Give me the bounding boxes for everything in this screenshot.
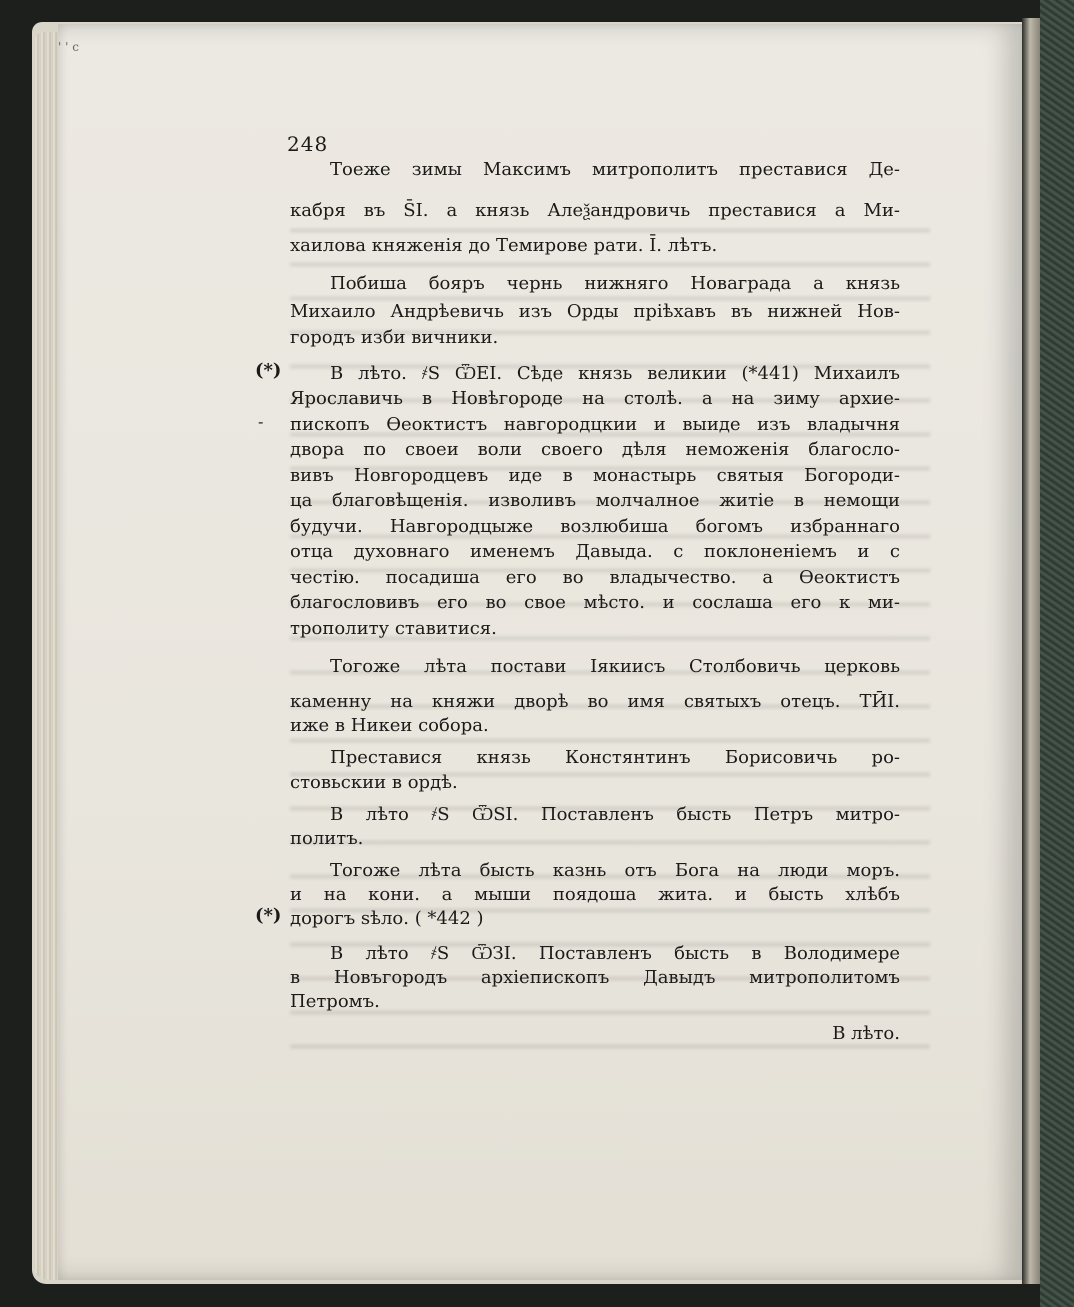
text-line: будучи. Навгородцыже возлюбиша богомъ избраннаго: [290, 516, 900, 537]
text-line: кабря въ S̄I. а князь Алеѯандровичь преставися а Ми-: [290, 200, 900, 221]
text-line: Тоеже зимы Максимъ митрополитъ преставися Де-: [330, 159, 900, 180]
text-line: политъ.: [290, 828, 364, 849]
text-line: Ярославичь в Новѣгороде на столѣ. а на зиму архие-: [290, 388, 900, 409]
footnote-marker: (*): [255, 905, 282, 926]
text-line: В лѣто ҂S ѾЗІ. Поставленъ бысть в Володимере: [330, 943, 900, 964]
text-line: дорогъ sѣло. ( *442 ): [290, 908, 484, 929]
text-line: городъ изби вичники.: [290, 327, 499, 348]
text-line: Тогоже лѣта постави Іякиисъ Столбовичь церковь: [330, 656, 900, 677]
text-line: хаилова княженія до Темирове рати. І̄. лѣтъ.: [290, 235, 718, 256]
text-line: В лѣто. ҂S ѾЕІ. Сѣде князь великии (*441) Михаилъ: [330, 363, 900, 384]
text-line: Петромъ.: [290, 991, 380, 1012]
corner-mark: ' ' c: [58, 40, 79, 54]
text-line: Преставися князь Констянтинъ Борисовичь ро-: [330, 747, 900, 768]
text-line: в Новъгородъ архіепископъ Давыдъ митрополитомъ: [290, 967, 900, 988]
text-line: Михаило Андрѣевичь изъ Орды пріѣхавъ въ нижней Нов-: [290, 301, 900, 322]
text-line: и на кони. а мыши поядоша жита. и бысть хлѣбъ: [290, 884, 900, 905]
text-line: стовьскии в ордѣ.: [290, 772, 458, 793]
text-line: трополиту ставитися.: [290, 618, 497, 639]
footnote-marker: (*): [255, 360, 282, 381]
text-line: Побиша бояръ чернь нижняго Новаграда а князь: [330, 273, 900, 294]
text-line: иже в Никеи собора.: [290, 715, 489, 736]
text-line: В лѣто ҂S ѾЅІ. Поставленъ бысть Петръ митро-: [330, 804, 900, 825]
page-number: 248: [287, 132, 329, 156]
text-line: честію. посадиша его во владычество. а Ѳеоктистъ: [290, 567, 900, 588]
margin-dash: -: [258, 412, 264, 431]
text-line: двора по своеи воли своего дѣля неможенія благосло-: [290, 439, 900, 460]
text-line: ца благовѣщенія. изволивъ молчалное житіе в немощи: [290, 490, 900, 511]
text-line: вивъ Новгородцевъ иде в монастырь святыя Богороди-: [290, 465, 900, 486]
text-line: благословивъ его во свое мѣсто. и сослаша его к ми-: [290, 592, 900, 613]
text-line: пископъ Ѳеоктистъ навгородцкии и выиде изъ владычня: [290, 414, 900, 435]
text-line: отца духовнаго именемъ Давыда. с поклоненіемъ и с: [290, 541, 900, 562]
text-line: Тогоже лѣта бысть казнь отъ Бога на люди моръ.: [330, 860, 900, 881]
catchword: В лѣто.: [832, 1023, 900, 1044]
text-line: каменну на княжи дворѣ во имя святыхъ отецъ. ТӢІ.: [290, 691, 900, 712]
